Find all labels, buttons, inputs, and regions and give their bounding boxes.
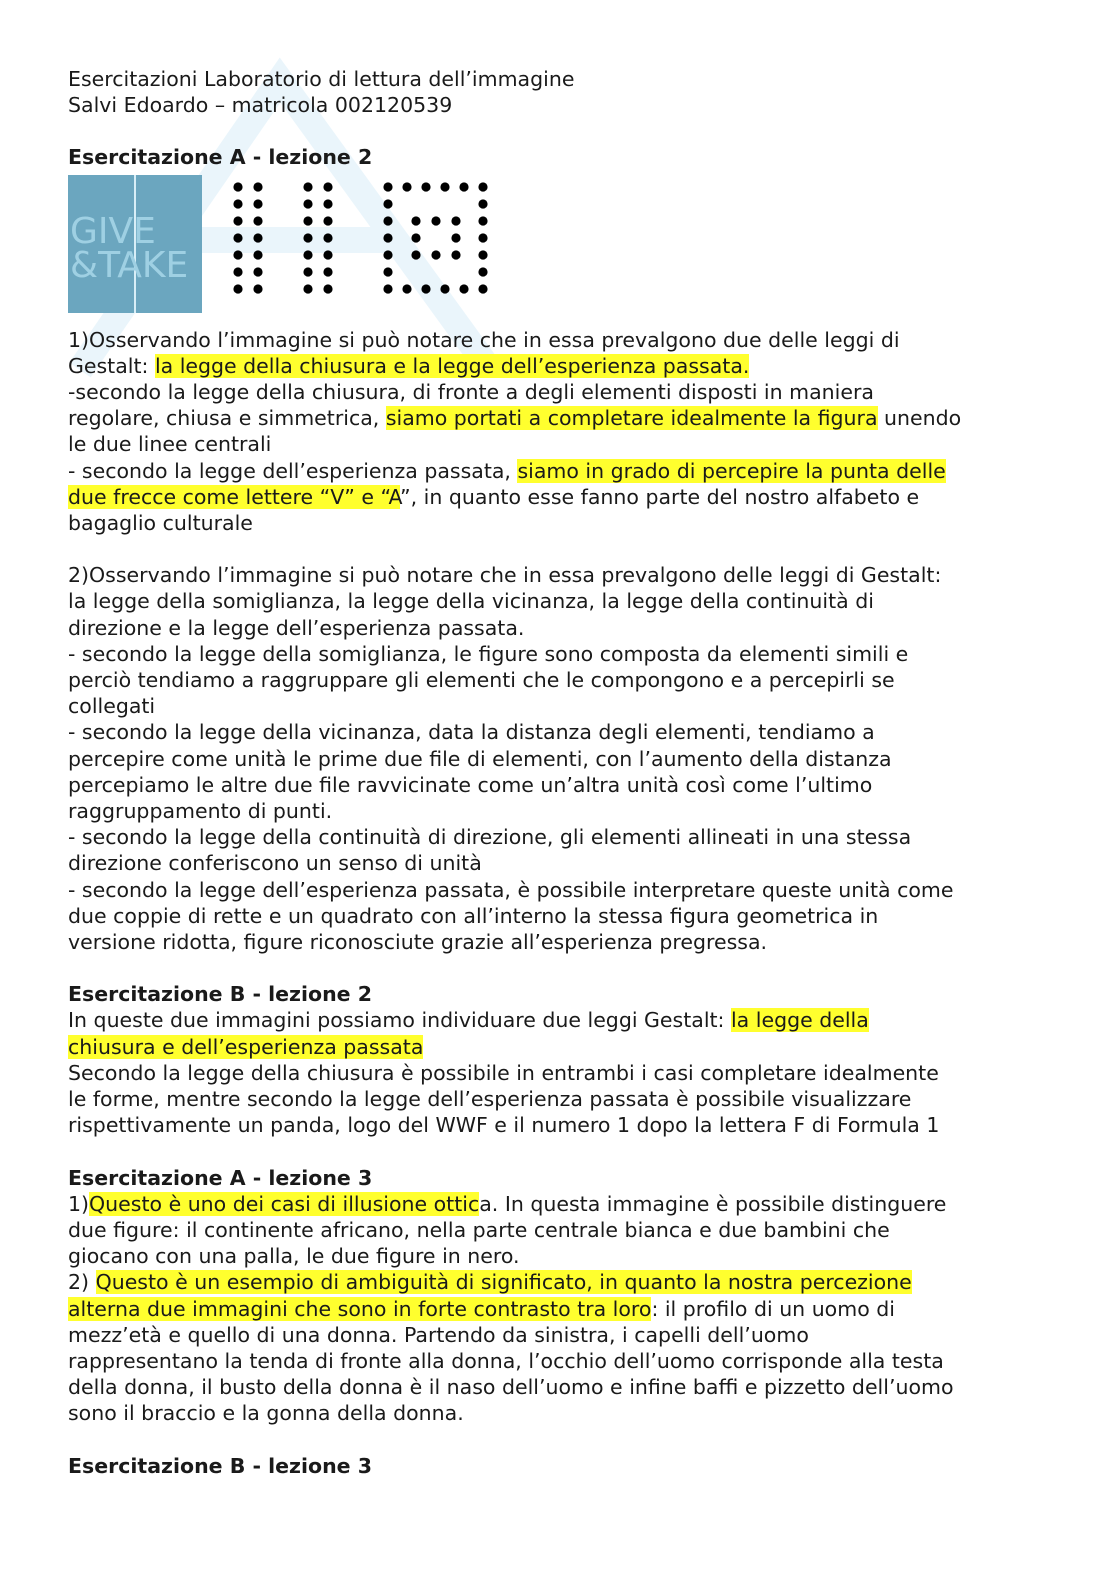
pattern-dot	[233, 199, 242, 208]
paragraph-line: - secondo la legge dell’esperienza passata, è possibile interpretare queste unità come	[68, 877, 954, 902]
highlighted-text: due frecce come lettere “V” e “A	[68, 484, 401, 509]
pattern-dot	[233, 267, 242, 276]
paragraph-line: 1)Osservando l’immagine si può notare che in essa prevalgono due delle leggi di	[68, 327, 900, 352]
pattern-dot	[478, 233, 487, 242]
exercise-figures	[68, 175, 1058, 325]
pattern-dot	[431, 216, 440, 225]
pattern-dot	[411, 216, 420, 225]
paragraph-line: - secondo la legge della somiglianza, le figure sono composta da elementi simili e	[68, 641, 909, 666]
pattern-dot	[478, 284, 487, 293]
pattern-dot	[383, 267, 392, 276]
text-span: - secondo la legge dell’esperienza passata,	[68, 458, 518, 483]
pattern-dot	[478, 182, 487, 191]
pattern-dot	[421, 182, 430, 191]
paragraph-line: raggruppamento di punti.	[68, 799, 333, 824]
section-heading: Esercitazione A - lezione 3	[68, 1165, 373, 1190]
pattern-dot	[478, 250, 487, 259]
highlighted-text: alterna due immagini che sono in forte contrasto tra loro	[68, 1296, 652, 1321]
pattern-dot	[303, 216, 312, 225]
text-span: unendo	[877, 406, 962, 431]
text-span: regolare, chiusa e simmetrica,	[68, 406, 386, 431]
pattern-dot	[253, 199, 262, 208]
highlighted-text: la legge della	[730, 1008, 869, 1033]
logo-text-give: GIVE	[70, 210, 156, 252]
paragraph-line: due figure: il continente africano, nella parte centrale bianca e due bambini che	[68, 1217, 890, 1242]
paragraph-line: direzione e la legge dell’esperienza passata.	[68, 615, 525, 640]
pattern-dot	[303, 199, 312, 208]
highlighted-text: siamo in grado di percepire la punta delle	[517, 458, 946, 483]
text-span: Gestalt:	[68, 353, 155, 378]
highlighted-text: Questo è un esempio di ambiguità di significato, in quanto la nostra percezione	[95, 1270, 912, 1295]
pattern-dot	[402, 284, 411, 293]
pattern-dot	[323, 216, 332, 225]
pattern-dot	[383, 284, 392, 293]
paragraph-line: bagaglio culturale	[68, 511, 253, 536]
pattern-dot	[323, 199, 332, 208]
pattern-dot	[323, 250, 332, 259]
paragraph-line: Secondo la legge della chiusura è possibile in entrambi i casi completare idealmente	[68, 1060, 939, 1085]
paragraph-line: due coppie di rette e un quadrato con all’interno la stessa figura geometrica in	[68, 903, 879, 928]
pattern-dot	[478, 267, 487, 276]
pattern-dot	[431, 250, 440, 259]
pattern-dot	[451, 216, 460, 225]
pattern-dot	[323, 182, 332, 191]
highlighted-text: siamo portati a completare idealmente la figura	[385, 406, 878, 431]
text-span: In queste due immagini possiamo individuare due leggi Gestalt:	[68, 1008, 731, 1033]
pattern-dot	[440, 182, 449, 191]
paragraph-line: mezz’età e quello di una donna. Partendo da sinistra, i capelli dell’uomo	[68, 1322, 809, 1347]
highlighted-text: la legge della chiusura e la legge dell’esperienza passata.	[154, 353, 750, 378]
paragraph-2	[68, 562, 1058, 955]
paragraph-line: le due linee centrali	[68, 432, 272, 457]
pattern-dot	[253, 233, 262, 242]
paragraph-line: rispettivamente un panda, logo del WWF e il numero 1 dopo la lettera F di Formula 1	[68, 1113, 940, 1138]
paragraph-line: collegati	[68, 694, 156, 719]
paragraph-line: percepiamo le altre due file ravvicinate come un’altra unità così come l’ultimo	[68, 772, 873, 797]
pattern-dot	[383, 250, 392, 259]
pattern-dot	[303, 284, 312, 293]
pattern-dot	[323, 233, 332, 242]
pattern-dot	[478, 216, 487, 225]
dot-pattern-figure	[226, 179, 496, 295]
pattern-dot	[459, 182, 468, 191]
author-line: Salvi Edoardo – matricola 002120539	[68, 93, 453, 118]
pattern-dot	[253, 182, 262, 191]
paragraph-line: versione ridotta, figure riconosciute grazie all’esperienza pregressa.	[68, 930, 768, 955]
pattern-dot	[253, 267, 262, 276]
paragraph-line: rappresentano la tenda di fronte alla donna, l’occhio dell’uomo corrisponde alla testa	[68, 1348, 944, 1373]
pattern-dot	[253, 250, 262, 259]
pattern-dot	[411, 250, 420, 259]
pattern-dot	[303, 250, 312, 259]
document-page	[68, 66, 1058, 1479]
paragraph-line: sono il braccio e la gonna della donna.	[68, 1401, 464, 1426]
text-span: a. In questa immagine è possibile distinguere	[479, 1191, 947, 1216]
pattern-dot	[383, 233, 392, 242]
pattern-dot	[233, 233, 242, 242]
paragraph-line: - secondo la legge della continuità di direzione, gli elementi allineati in una stessa	[68, 825, 912, 850]
pattern-dot	[303, 233, 312, 242]
pattern-dot	[383, 216, 392, 225]
give-take-logo	[68, 175, 202, 313]
pattern-dot	[233, 284, 242, 293]
pattern-dot	[440, 284, 449, 293]
paragraph-line: percepire come unità le prime due file di elementi, con l’aumento della distanza	[68, 746, 892, 771]
pattern-dot	[253, 284, 262, 293]
section-heading: Esercitazione B - lezione 3	[68, 1453, 372, 1478]
section-heading: Esercitazione A - lezione 2	[68, 145, 373, 170]
pattern-dot	[383, 182, 392, 191]
pattern-dot	[233, 216, 242, 225]
pattern-dot	[402, 182, 411, 191]
highlighted-text: Questo è uno dei casi di illusione ottic	[89, 1191, 480, 1216]
paragraph-line: le forme, mentre secondo la legge dell’esperienza passata è possibile visualizzare	[68, 1087, 912, 1112]
pattern-dot	[411, 233, 420, 242]
pattern-dot	[233, 182, 242, 191]
pattern-dot	[253, 216, 262, 225]
paragraph-line: direzione conferiscono un senso di unità	[68, 851, 482, 876]
paragraph-line: giocano con una palla, le due figure in nero.	[68, 1244, 520, 1269]
paragraph-line: perciò tendiamo a raggruppare gli elementi che le compongono e a percepirli se	[68, 668, 895, 693]
pattern-dot	[383, 199, 392, 208]
pattern-dot	[303, 182, 312, 191]
pattern-dot	[303, 267, 312, 276]
text-span: 1)	[68, 1191, 90, 1216]
section-heading: Esercitazione B - lezione 2	[68, 982, 372, 1007]
text-span: 2)	[68, 1270, 96, 1295]
paragraph-line: la legge della somiglianza, la legge della vicinanza, la legge della continuità di	[68, 589, 874, 614]
pattern-dot	[421, 284, 430, 293]
paragraph-line: - secondo la legge della vicinanza, data la distanza degli elementi, tendiamo a	[68, 720, 875, 745]
pattern-dot	[451, 250, 460, 259]
pattern-dot	[451, 233, 460, 242]
text-span: ”, in quanto esse fanno parte del nostro alfabeto e	[400, 484, 920, 509]
text-span: : il profilo di un uomo di	[651, 1296, 895, 1321]
doc-title: Esercitazioni Laboratorio di lettura dell’immagine	[68, 67, 575, 91]
pattern-dot	[459, 284, 468, 293]
pattern-dot	[233, 250, 242, 259]
paragraph-line: -secondo la legge della chiusura, di fronte a degli elementi disposti in maniera	[68, 380, 874, 405]
paragraph-line: 2)Osservando l’immagine si può notare che in essa prevalgono delle leggi di Gestalt:	[68, 563, 942, 588]
pattern-dot	[323, 284, 332, 293]
pattern-dot	[478, 199, 487, 208]
pattern-dot	[323, 267, 332, 276]
logo-text-take: &TAKE	[70, 244, 189, 286]
paragraph-line: della donna, il busto della donna è il naso dell’uomo e infine baffi e pizzetto dell’uomo	[68, 1375, 954, 1400]
highlighted-text: chiusura e dell’esperienza passata	[68, 1034, 424, 1059]
